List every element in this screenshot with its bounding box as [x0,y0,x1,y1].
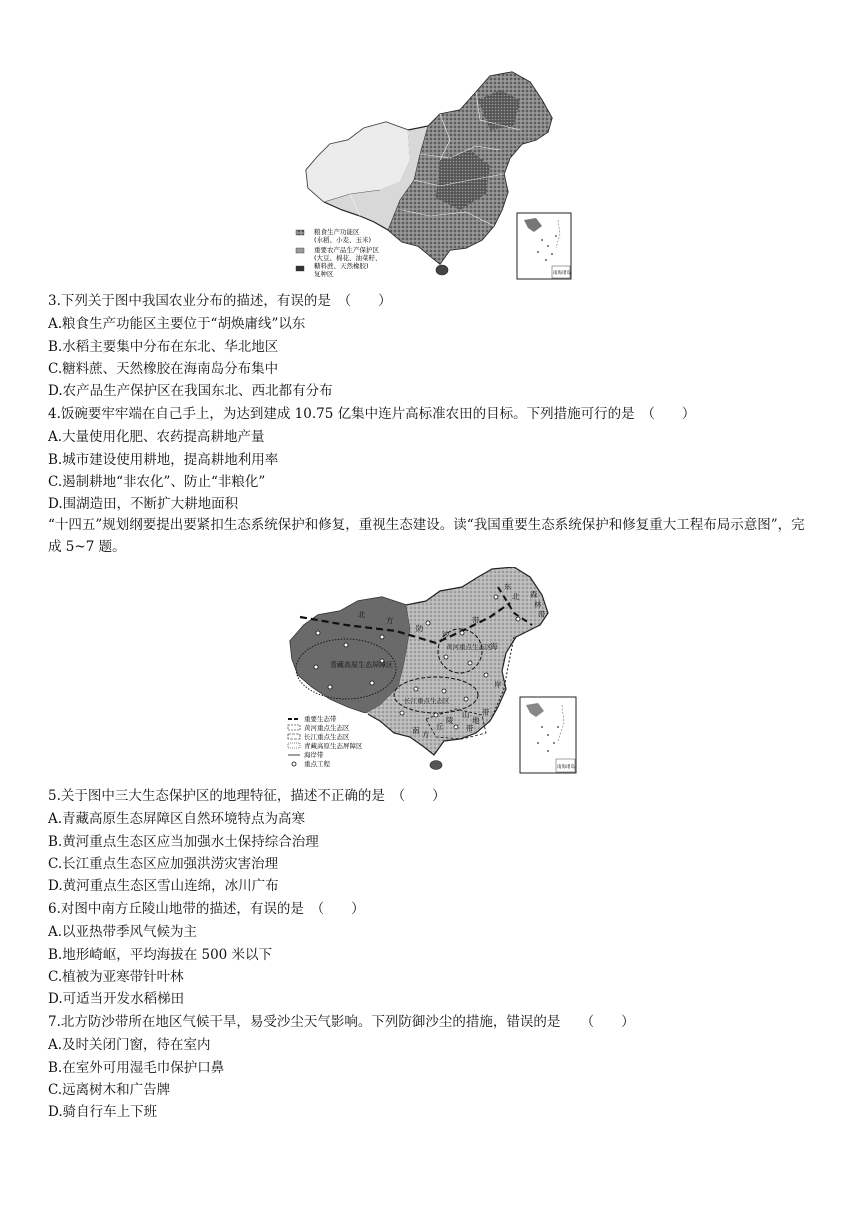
map2-legend-item: 海岸带 [304,751,324,759]
question-5-option-b: B.黄河重点生态区应当加强水土保持综合治理 [48,834,319,850]
agriculture-map [290,70,580,282]
map1-legend-item: 粮食生产功能区 [314,228,360,236]
north-belt-char: 方 [386,616,394,625]
coast-belt-char: 海 [490,642,498,651]
northeast-belt-char: 林 [534,600,542,609]
map1-legend-item: (水稻、小麦、玉米) [314,236,372,244]
map1-legend [296,227,382,278]
question-7-option-d: D.骑自行车上下班 [48,1104,158,1120]
south-belt-char: 地 [472,716,480,725]
map2-legend-item: 重点工程 [304,760,330,768]
section-intro: “十四五”规划纲要提出要紧扣生态系统保护和修复，重视生态建设。读“我国重要生态系统保护和修复重大工程布局示意图”，完成 5~7 题。 [48,517,805,555]
north-belt-char: 北 [358,610,366,619]
question-6-stem: 6.对图中南方丘陵山地带的描述，有误的是 （ ） [48,901,365,917]
question-7-stem: 7.北方防沙带所在地区气候干旱，易受沙尘天气影响。下列防御沙尘的措施，错误的是 （ ） [48,1014,635,1030]
question-5-option-d: D.黄河重点生态区雪山连绵，冰川广布 [48,878,279,894]
question-3-option-a: A.粮食生产功能区主要位于“胡焕庸线”以东 [48,316,306,332]
question-4-option-c: C.遏制耕地“非农化”、防止“非粮化” [48,474,266,490]
south-belt-char: 带 [466,724,474,733]
question-5-option-a: A.青藏高原生态屏障区自然环境特点为高寒 [48,811,306,827]
south-belt-char: 陵 [446,716,454,725]
map2-inset [520,697,576,773]
map2-legend [286,713,368,771]
question-3-option-d: D.农产品生产保护区在我国东北、西北都有分布 [48,383,333,399]
map2-legend-item: 黄河重点生态区 [304,724,350,732]
coast-belt-char: 岸 [494,680,502,689]
question-6-option-d: D.可适当开发水稻梯田 [48,991,185,1007]
question-3-option-c: C.糖料蔗、天然橡胶在海南岛分布集中 [48,361,279,377]
question-4-option-a: A.大量使用化肥、农药提高耕地产量 [48,429,265,445]
map2-legend-item: 重要生态带 [304,715,337,723]
question-6-option-c: C.植被为亚寒带针叶林 [48,969,184,985]
ecology-map [286,567,580,777]
northeast-belt-char: 北 [512,592,520,601]
question-6-option-a: A.以亚热带季风气候为主 [48,924,198,940]
changjiang-zone-label: 长江重点生态区 [404,697,450,705]
map1-legend-item: 复种区 [314,270,334,278]
question-4-stem: 4.饭碗要牢牢端在自己手上，为达到建成 10.75 亿集中连片高标准农田的目标。下列措施可行的是 （ ） [48,406,696,422]
south-belt-char: 南 [412,726,420,735]
map2-legend-item: 长江重点生态区 [304,733,350,741]
south-belt-char: 方 [422,730,430,739]
coast-belt-char: 带 [482,708,490,717]
map1-legend-item: (大豆、棉花、油菜籽、 [314,254,382,262]
map1-legend-item: 糖料蔗、天然橡胶) [314,262,369,270]
north-belt-char: 带 [472,616,480,625]
question-6-option-b: B.地形崎岖，平均海拔在 500 米以下 [48,947,273,963]
map2-legend-item: 青藏高原生态屏障区 [304,742,363,750]
question-4-option-d: D.围湖造田，不断扩大耕地面积 [48,496,239,512]
huanghe-zone-label: 黄河重点生态区 [446,643,492,651]
question-7-option-a: A.及时关闭门窗，待在室内 [48,1037,211,1053]
northeast-belt-char: 东 [504,582,512,591]
question-7-option-c: C.远离树木和广告牌 [48,1082,171,1098]
question-3-stem: 3.下列关于图中我国农业分布的描述，有误的是 （ ） [48,293,392,309]
northeast-belt-char: 带 [538,610,546,619]
south-belt-char: 丘 [436,722,444,731]
south-belt-char: 山 [462,710,470,719]
north-belt-char: 沙 [442,630,450,639]
question-3-option-b: B.水稻主要集中分布在东北、华北地区 [48,339,279,355]
map2-inset-label: 南海诸岛 [557,765,575,770]
map1-inset [517,213,571,279]
map1-inset-label: 南海诸岛 [553,271,571,276]
question-4-option-b: B.城市建设使用耕地，提高耕地利用率 [48,452,279,468]
north-belt-char: 防 [416,624,424,633]
northeast-belt-char: 森 [530,590,538,599]
map1-legend-item: 重要农产品生产保护区 [314,246,379,254]
question-5-stem: 5.关于图中三大生态保护区的地理特征，描述不正确的是 （ ） [48,788,446,804]
question-7-option-b: B.在室外可用湿毛巾保护口鼻 [48,1060,225,1076]
question-5-option-c: C.长江重点生态区应加强洪涝灾害治理 [48,856,279,872]
qingzang-zone-label: 青藏高原生态屏障区 [330,661,393,669]
